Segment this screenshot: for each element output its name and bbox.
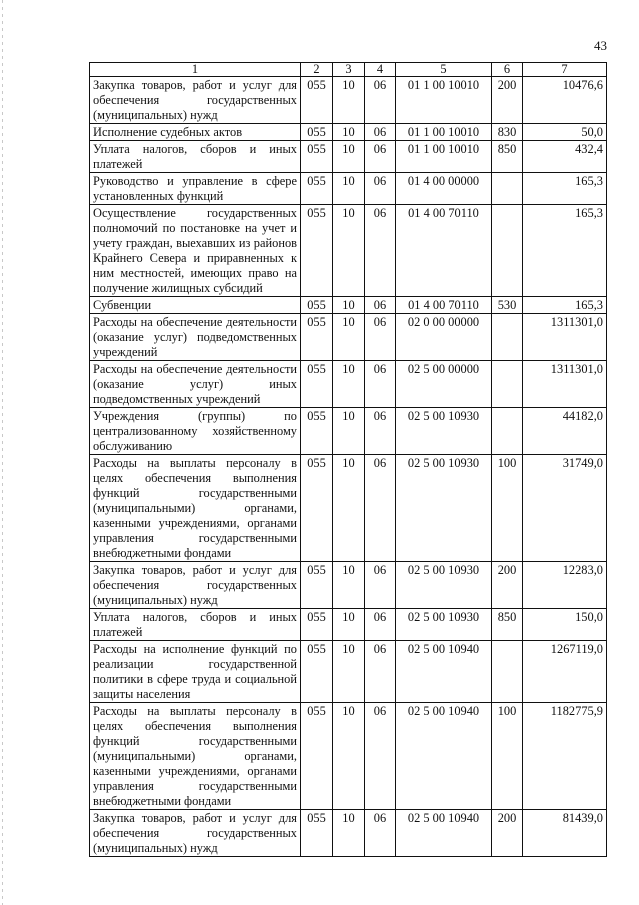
cell-subsection: 06 xyxy=(365,641,396,703)
cell-expense-type xyxy=(492,361,523,408)
header-cell-subsection: 4 xyxy=(365,63,396,77)
cell-article: 01 1 00 10010 xyxy=(396,141,492,173)
table-row xyxy=(90,314,607,361)
header-cell-sum: 7 xyxy=(523,63,607,77)
cell-subsection: 06 xyxy=(365,124,396,141)
cell-section: 10 xyxy=(333,562,365,609)
cell-name: Расходы на выплаты персоналу в целях обеспечения выполнения функций государственными (муниципальными) органами, казенными учреждениями, органами управления государственными внебюджетными фондами xyxy=(90,455,301,562)
table-row xyxy=(90,810,607,857)
cell-sum: 1267119,0 xyxy=(523,641,607,703)
cell-section: 10 xyxy=(333,124,365,141)
table-row xyxy=(90,205,607,297)
table-row xyxy=(90,562,607,609)
cell-expense-type: 200 xyxy=(492,562,523,609)
cell-section: 10 xyxy=(333,141,365,173)
cell-code: 055 xyxy=(301,641,333,703)
cell-subsection: 06 xyxy=(365,455,396,562)
cell-article: 01 4 00 70110 xyxy=(396,297,492,314)
cell-article: 01 4 00 70110 xyxy=(396,205,492,297)
cell-code: 055 xyxy=(301,703,333,810)
cell-sum: 432,4 xyxy=(523,141,607,173)
cell-sum: 1182775,9 xyxy=(523,703,607,810)
cell-sum: 1311301,0 xyxy=(523,361,607,408)
cell-name: Уплата налогов, сборов и иных платежей xyxy=(90,609,301,641)
cell-section: 10 xyxy=(333,361,365,408)
cell-sum: 81439,0 xyxy=(523,810,607,857)
cell-code: 055 xyxy=(301,562,333,609)
table-row xyxy=(90,609,607,641)
cell-section: 10 xyxy=(333,205,365,297)
cell-section: 10 xyxy=(333,77,365,124)
cell-article: 02 5 00 10940 xyxy=(396,810,492,857)
cell-name: Расходы на исполнение функций по реализации государственной политики в сфере труда и социальной защиты населения xyxy=(90,641,301,703)
cell-subsection: 06 xyxy=(365,810,396,857)
cell-code: 055 xyxy=(301,297,333,314)
cell-section: 10 xyxy=(333,703,365,810)
cell-code: 055 xyxy=(301,455,333,562)
header-cell-expense-type: 6 xyxy=(492,63,523,77)
cell-expense-type xyxy=(492,641,523,703)
cell-article: 02 5 00 10940 xyxy=(396,703,492,810)
cell-article: 02 5 00 10930 xyxy=(396,562,492,609)
cell-article: 02 5 00 00000 xyxy=(396,361,492,408)
cell-section: 10 xyxy=(333,408,365,455)
cell-code: 055 xyxy=(301,124,333,141)
cell-subsection: 06 xyxy=(365,205,396,297)
cell-expense-type: 850 xyxy=(492,609,523,641)
cell-code: 055 xyxy=(301,173,333,205)
cell-code: 055 xyxy=(301,77,333,124)
cell-code: 055 xyxy=(301,810,333,857)
cell-subsection: 06 xyxy=(365,297,396,314)
cell-name: Расходы на выплаты персоналу в целях обеспечения выполнения функций государственными (муниципальными) органами, казенными учреждениями, органами управления государственными внебюджетными фондами xyxy=(90,703,301,810)
cell-subsection: 06 xyxy=(365,609,396,641)
cell-name: Закупка товаров, работ и услуг для обеспечения государственных (муниципальных) нужд xyxy=(90,562,301,609)
header-cell-name: 1 xyxy=(90,63,301,77)
cell-sum: 150,0 xyxy=(523,609,607,641)
cell-subsection: 06 xyxy=(365,141,396,173)
cell-article: 01 1 00 10010 xyxy=(396,77,492,124)
cell-code: 055 xyxy=(301,205,333,297)
cell-expense-type xyxy=(492,205,523,297)
cell-article: 01 4 00 00000 xyxy=(396,173,492,205)
table-row xyxy=(90,641,607,703)
cell-sum: 165,3 xyxy=(523,205,607,297)
cell-subsection: 06 xyxy=(365,173,396,205)
cell-sum: 10476,6 xyxy=(523,77,607,124)
table-row xyxy=(90,455,607,562)
header-cell-section: 3 xyxy=(333,63,365,77)
cell-expense-type: 100 xyxy=(492,703,523,810)
cell-code: 055 xyxy=(301,408,333,455)
cell-sum: 12283,0 xyxy=(523,562,607,609)
cell-code: 055 xyxy=(301,609,333,641)
cell-sum: 1311301,0 xyxy=(523,314,607,361)
cell-sum: 44182,0 xyxy=(523,408,607,455)
cell-expense-type: 200 xyxy=(492,77,523,124)
table-row xyxy=(90,141,607,173)
cell-name: Закупка товаров, работ и услуг для обеспечения государственных (муниципальных) нужд xyxy=(90,77,301,124)
table-row xyxy=(90,173,607,205)
header-cell-code: 2 xyxy=(301,63,333,77)
table-row xyxy=(90,77,607,124)
cell-name: Субвенции xyxy=(90,297,301,314)
cell-article: 02 5 00 10930 xyxy=(396,408,492,455)
cell-name: Исполнение судебных актов xyxy=(90,124,301,141)
cell-article: 02 0 00 00000 xyxy=(396,314,492,361)
cell-name: Руководство и управление в сфере установленных функций xyxy=(90,173,301,205)
cell-expense-type xyxy=(492,314,523,361)
cell-expense-type xyxy=(492,408,523,455)
table-header-row xyxy=(90,63,607,77)
table-row xyxy=(90,361,607,408)
cell-section: 10 xyxy=(333,609,365,641)
cell-subsection: 06 xyxy=(365,562,396,609)
cell-section: 10 xyxy=(333,173,365,205)
cell-section: 10 xyxy=(333,297,365,314)
cell-code: 055 xyxy=(301,141,333,173)
cell-sum: 31749,0 xyxy=(523,455,607,562)
budget-table-body xyxy=(90,63,607,857)
cell-name: Осуществление государственных полномочий по постановке на учет и учету граждан, выехавших из районов Крайнего Севера и приравненных к ним местностей, имеющих право на получение жилищных субсидий xyxy=(90,205,301,297)
cell-article: 02 5 00 10940 xyxy=(396,641,492,703)
scan-margin-line xyxy=(2,0,3,905)
cell-name: Закупка товаров, работ и услуг для обеспечения государственных (муниципальных) нужд xyxy=(90,810,301,857)
cell-name: Расходы на обеспечение деятельности (оказание услуг) иных подведомственных учреждений xyxy=(90,361,301,408)
cell-name: Расходы на обеспечение деятельности (оказание услуг) подведомственных учреждений xyxy=(90,314,301,361)
cell-expense-type: 200 xyxy=(492,810,523,857)
cell-article: 02 5 00 10930 xyxy=(396,609,492,641)
cell-sum: 50,0 xyxy=(523,124,607,141)
cell-subsection: 06 xyxy=(365,361,396,408)
cell-section: 10 xyxy=(333,314,365,361)
cell-expense-type: 830 xyxy=(492,124,523,141)
cell-code: 055 xyxy=(301,314,333,361)
cell-subsection: 06 xyxy=(365,314,396,361)
cell-expense-type: 850 xyxy=(492,141,523,173)
cell-subsection: 06 xyxy=(365,77,396,124)
table-row xyxy=(90,124,607,141)
cell-sum: 165,3 xyxy=(523,297,607,314)
cell-subsection: 06 xyxy=(365,703,396,810)
cell-article: 02 5 00 10930 xyxy=(396,455,492,562)
cell-sum: 165,3 xyxy=(523,173,607,205)
cell-section: 10 xyxy=(333,810,365,857)
cell-expense-type xyxy=(492,173,523,205)
budget-table xyxy=(89,62,607,857)
table-row xyxy=(90,408,607,455)
cell-name: Уплата налогов, сборов и иных платежей xyxy=(90,141,301,173)
cell-section: 10 xyxy=(333,641,365,703)
page-number: 43 xyxy=(594,38,607,53)
table-row xyxy=(90,297,607,314)
cell-expense-type: 530 xyxy=(492,297,523,314)
cell-expense-type: 100 xyxy=(492,455,523,562)
cell-subsection: 06 xyxy=(365,408,396,455)
header-cell-article: 5 xyxy=(396,63,492,77)
cell-name: Учреждения (группы) по централизованному хозяйственному обслуживанию xyxy=(90,408,301,455)
table-row xyxy=(90,703,607,810)
cell-code: 055 xyxy=(301,361,333,408)
cell-article: 01 1 00 10010 xyxy=(396,124,492,141)
cell-section: 10 xyxy=(333,455,365,562)
